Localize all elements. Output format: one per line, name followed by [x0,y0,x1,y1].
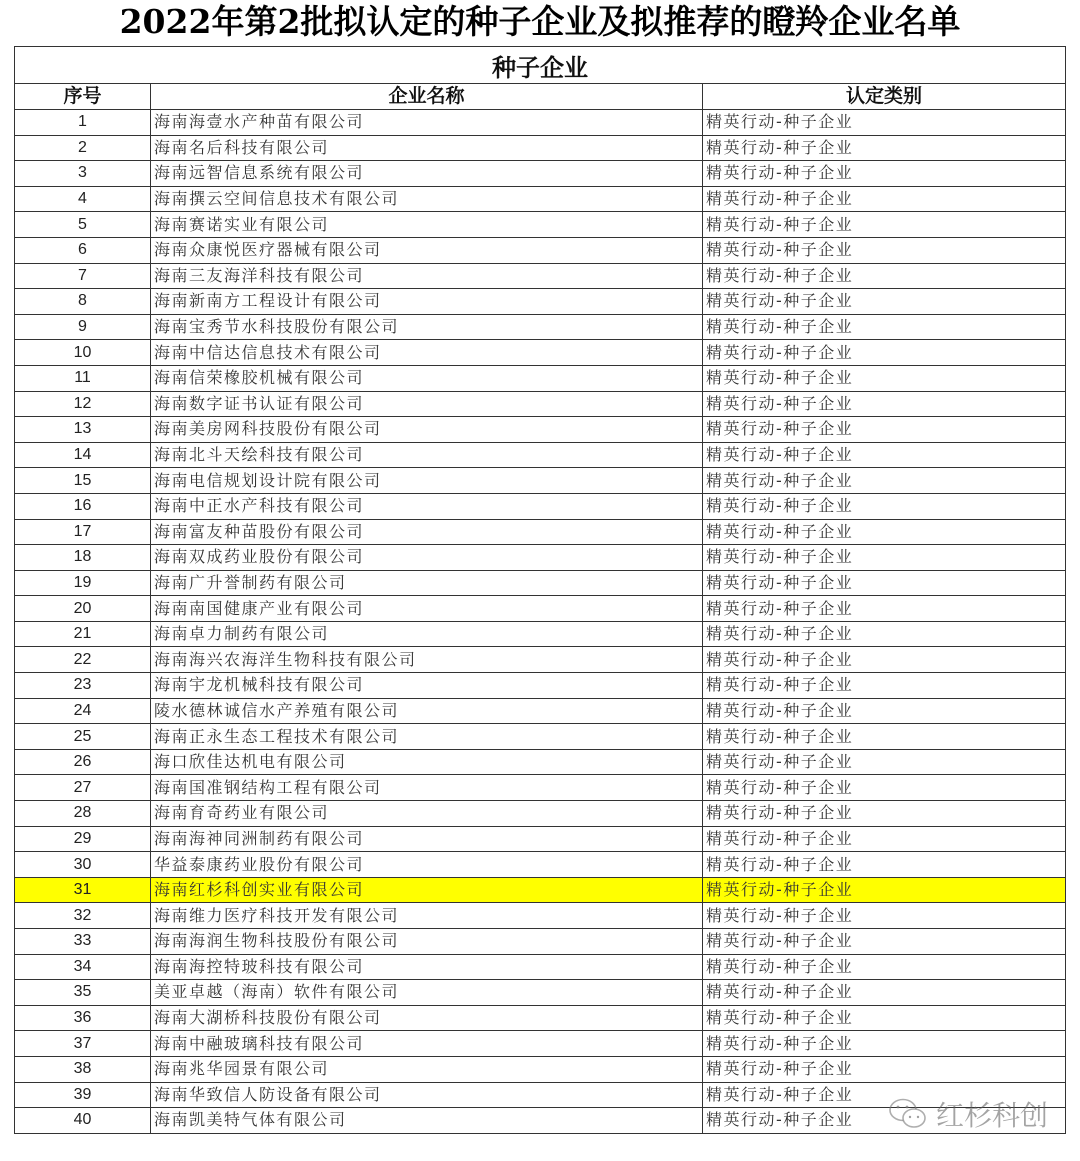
company-name: 海南卓力制药有限公司 [151,621,703,647]
table-row [15,493,1066,519]
row-number: 31 [15,877,151,903]
category: 精英行动-种子企业 [703,493,1066,519]
category: 精英行动-种子企业 [703,289,1066,315]
company-name: 陵水德林诚信水产养殖有限公司 [151,698,703,724]
row-number: 3 [15,161,151,187]
company-name: 海南海兴农海洋生物科技有限公司 [151,647,703,673]
row-number: 7 [15,263,151,289]
category: 精英行动-种子企业 [703,442,1066,468]
row-number: 15 [15,468,151,494]
table-row [15,314,1066,340]
row-number: 14 [15,442,151,468]
company-name: 海南海神同洲制药有限公司 [151,826,703,852]
column-header-number: 序号 [15,84,151,110]
category: 精英行动-种子企业 [703,698,1066,724]
row-number: 12 [15,391,151,417]
table-row [15,980,1066,1006]
row-number: 5 [15,212,151,238]
company-name: 海南南国健康产业有限公司 [151,596,703,622]
company-name: 海南兆华园景有限公司 [151,1056,703,1082]
watermark-text: 红杉科创 [936,1099,1049,1132]
category: 精英行动-种子企业 [703,212,1066,238]
column-header-row [15,84,1066,110]
company-name: 海南海润生物科技股份有限公司 [151,929,703,955]
company-name: 海南宝秀节水科技股份有限公司 [151,314,703,340]
category: 精英行动-种子企业 [703,954,1066,980]
table-row [15,724,1066,750]
column-header-category: 认定类别 [703,84,1066,110]
row-number: 20 [15,596,151,622]
table-row [15,545,1066,571]
category: 精英行动-种子企业 [703,980,1066,1006]
watermark [888,1094,1048,1134]
table-row [15,365,1066,391]
company-name: 海南凯美特气体有限公司 [151,1108,703,1134]
wechat-icon [888,1097,928,1131]
company-name: 海南育奇药业有限公司 [151,801,703,827]
row-number: 24 [15,698,151,724]
table-row [15,954,1066,980]
table-row [15,826,1066,852]
company-name: 华益泰康药业股份有限公司 [151,852,703,878]
table-row [15,340,1066,366]
company-name: 海南富友种苗股份有限公司 [151,519,703,545]
row-number: 18 [15,545,151,571]
category: 精英行动-种子企业 [703,903,1066,929]
category: 精英行动-种子企业 [703,237,1066,263]
company-name: 海南名后科技有限公司 [151,135,703,161]
row-number: 25 [15,724,151,750]
category: 精英行动-种子企业 [703,340,1066,366]
company-name: 海南中信达信息技术有限公司 [151,340,703,366]
category: 精英行动-种子企业 [703,161,1066,187]
table-row [15,596,1066,622]
company-name: 海口欣佳达机电有限公司 [151,749,703,775]
category: 精英行动-种子企业 [703,1005,1066,1031]
table-row [15,417,1066,443]
category: 精英行动-种子企业 [703,417,1066,443]
row-number: 37 [15,1031,151,1057]
category: 精英行动-种子企业 [703,673,1066,699]
company-name: 海南美房网科技股份有限公司 [151,417,703,443]
table-row [15,775,1066,801]
company-name: 海南正永生态工程技术有限公司 [151,724,703,750]
row-number: 36 [15,1005,151,1031]
company-name: 海南中融玻璃科技有限公司 [151,1031,703,1057]
table-row [15,519,1066,545]
company-name: 海南海控特玻科技有限公司 [151,954,703,980]
category: 精英行动-种子企业 [703,519,1066,545]
row-number: 16 [15,493,151,519]
row-number: 40 [15,1108,151,1134]
row-number: 10 [15,340,151,366]
table-row [15,442,1066,468]
company-name: 美亚卓越（海南）软件有限公司 [151,980,703,1006]
category: 精英行动-种子企业 [703,775,1066,801]
category: 精英行动-种子企业 [703,749,1066,775]
category: 精英行动-种子企业 [703,365,1066,391]
row-number: 4 [15,186,151,212]
company-name: 海南信荣橡胶机械有限公司 [151,365,703,391]
table-row [15,212,1066,238]
table-row [15,621,1066,647]
table-row [15,391,1066,417]
row-number: 29 [15,826,151,852]
category: 精英行动-种子企业 [703,391,1066,417]
document-title: 2022年第2批拟认定的种子企业及拟推荐的瞪羚企业名单 [119,2,961,41]
category: 精英行动-种子企业 [703,801,1066,827]
category: 精英行动-种子企业 [703,314,1066,340]
seed-enterprise-table [14,46,1066,1134]
category: 精英行动-种子企业 [703,647,1066,673]
table-body [15,110,1066,1134]
row-number: 19 [15,570,151,596]
row-number: 21 [15,621,151,647]
category: 精英行动-种子企业 [703,263,1066,289]
row-number: 6 [15,237,151,263]
category: 精英行动-种子企业 [703,1082,1066,1108]
category: 精英行动-种子企业 [703,724,1066,750]
table-row [15,877,1066,903]
company-name: 海南红杉科创实业有限公司 [151,877,703,903]
company-name: 海南广升誉制药有限公司 [151,570,703,596]
table-row [15,903,1066,929]
company-name: 海南众康悦医疗器械有限公司 [151,237,703,263]
row-number: 8 [15,289,151,315]
table-row [15,237,1066,263]
table-row [15,647,1066,673]
company-name: 海南维力医疗科技开发有限公司 [151,903,703,929]
company-name: 海南双成药业股份有限公司 [151,545,703,571]
category: 精英行动-种子企业 [703,135,1066,161]
category: 精英行动-种子企业 [703,621,1066,647]
company-name: 海南华致信人防设备有限公司 [151,1082,703,1108]
column-header-company-name: 企业名称 [151,84,703,110]
category: 精英行动-种子企业 [703,826,1066,852]
table-row [15,929,1066,955]
table-row [15,289,1066,315]
company-name: 海南北斗天绘科技有限公司 [151,442,703,468]
table-row [15,698,1066,724]
company-name: 海南远智信息系统有限公司 [151,161,703,187]
table-row [15,468,1066,494]
company-name: 海南中正水产科技有限公司 [151,493,703,519]
category: 精英行动-种子企业 [703,1031,1066,1057]
table-row [15,749,1066,775]
category: 精英行动-种子企业 [703,110,1066,136]
table-row [15,801,1066,827]
table-row [15,673,1066,699]
table-row [15,263,1066,289]
section-title: 种子企业 [15,47,1066,84]
company-name: 海南国准钢结构工程有限公司 [151,775,703,801]
category: 精英行动-种子企业 [703,545,1066,571]
row-number: 30 [15,852,151,878]
category: 精英行动-种子企业 [703,596,1066,622]
row-number: 1 [15,110,151,136]
company-name: 海南数字证书认证有限公司 [151,391,703,417]
category: 精英行动-种子企业 [703,852,1066,878]
table-row [15,110,1066,136]
table-row [15,186,1066,212]
row-number: 27 [15,775,151,801]
row-number: 38 [15,1056,151,1082]
row-number: 33 [15,929,151,955]
row-number: 23 [15,673,151,699]
category: 精英行动-种子企业 [703,468,1066,494]
table-row [15,1031,1066,1057]
row-number: 28 [15,801,151,827]
category: 精英行动-种子企业 [703,929,1066,955]
row-number: 17 [15,519,151,545]
table-row [15,852,1066,878]
category: 精英行动-种子企业 [703,186,1066,212]
company-name: 海南新南方工程设计有限公司 [151,289,703,315]
company-name: 海南电信规划设计院有限公司 [151,468,703,494]
company-name: 海南三友海洋科技有限公司 [151,263,703,289]
company-name: 海南宇龙机械科技有限公司 [151,673,703,699]
table-row [15,570,1066,596]
row-number: 26 [15,749,151,775]
company-name: 海南海壹水产种苗有限公司 [151,110,703,136]
category: 精英行动-种子企业 [703,1108,1066,1134]
table-row [15,161,1066,187]
row-number: 34 [15,954,151,980]
section-header-row [15,47,1066,84]
row-number: 32 [15,903,151,929]
row-number: 35 [15,980,151,1006]
row-number: 39 [15,1082,151,1108]
row-number: 13 [15,417,151,443]
company-name: 海南撰云空间信息技术有限公司 [151,186,703,212]
row-number: 22 [15,647,151,673]
category: 精英行动-种子企业 [703,877,1066,903]
category: 精英行动-种子企业 [703,570,1066,596]
category: 精英行动-种子企业 [703,1056,1066,1082]
company-name: 海南大湖桥科技股份有限公司 [151,1005,703,1031]
company-name: 海南赛诺实业有限公司 [151,212,703,238]
table-row [15,1005,1066,1031]
table-row [15,1056,1066,1082]
table-row [15,135,1066,161]
row-number: 2 [15,135,151,161]
row-number: 9 [15,314,151,340]
row-number: 11 [15,365,151,391]
